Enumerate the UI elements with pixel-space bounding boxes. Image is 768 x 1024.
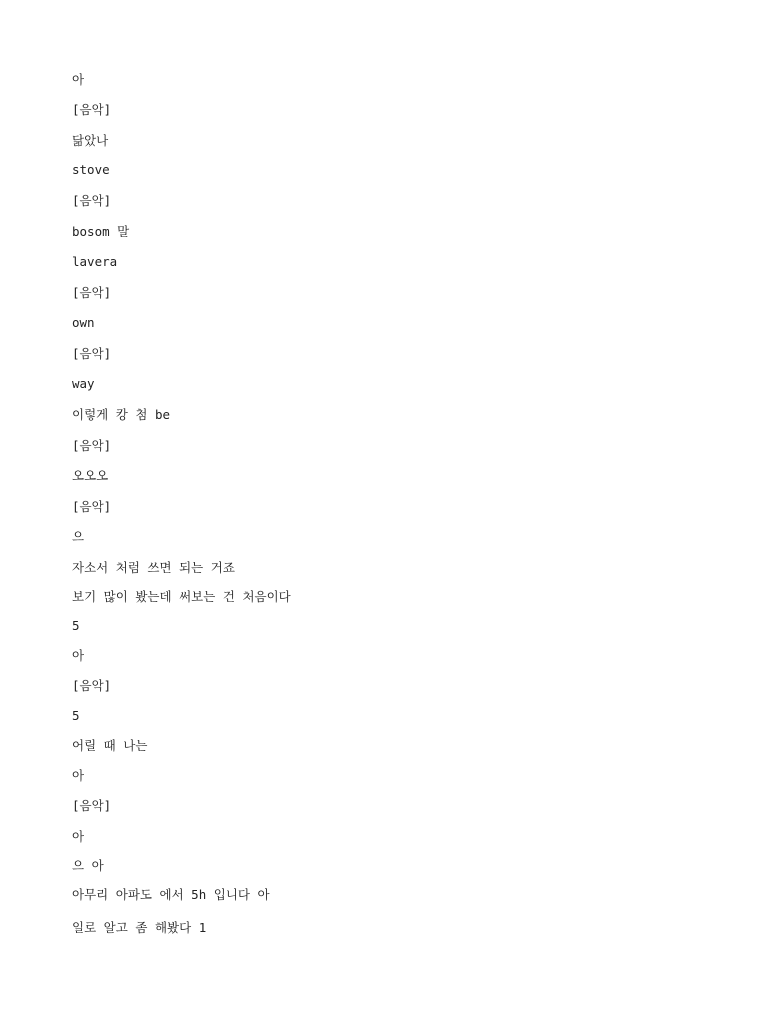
transcript-line: [음악] [72,438,112,453]
transcript-line: 으 아 [72,858,104,873]
transcript-line: lavera [72,254,118,269]
transcript-line: 이렇게 캉 첨 be [72,407,171,422]
transcript-line: 아 [72,648,85,663]
transcript-line: bosom 말 [72,224,130,239]
transcript-line: 자소서 처럼 쓰면 되는 거죠 [72,560,235,575]
transcript-line: [음악] [72,798,112,813]
transcript-line: 어릴 때 나는 [72,738,148,753]
transcript-line: 보기 많이 봤는데 써보는 건 처음이다 [72,589,291,604]
transcript-line: [음악] [72,285,112,300]
transcript-line: 5 [72,708,80,723]
transcript-line: 아 [72,768,85,783]
transcript-line: 아 [72,829,85,844]
transcript-line: 으 [72,529,85,544]
transcript-line: 오오오 [72,468,109,483]
transcript-line: way [72,376,95,391]
transcript-line: [음악] [72,193,112,208]
transcript-line: [음악] [72,102,112,117]
transcript-line: 5 [72,618,80,633]
transcript-line: own [72,315,95,330]
transcript-line: 닮았나 [72,133,109,148]
transcript-line: 아무리 아파도 에서 5h 입니다 아 [72,887,270,902]
transcript-line: [음악] [72,346,112,361]
transcript-line: 아 [72,72,85,87]
transcript-line: stove [72,162,110,177]
transcript-line: 일로 알고 좀 해봤다 1 [72,920,207,935]
transcript-line: [음악] [72,678,112,693]
transcript-line: [음악] [72,499,112,514]
